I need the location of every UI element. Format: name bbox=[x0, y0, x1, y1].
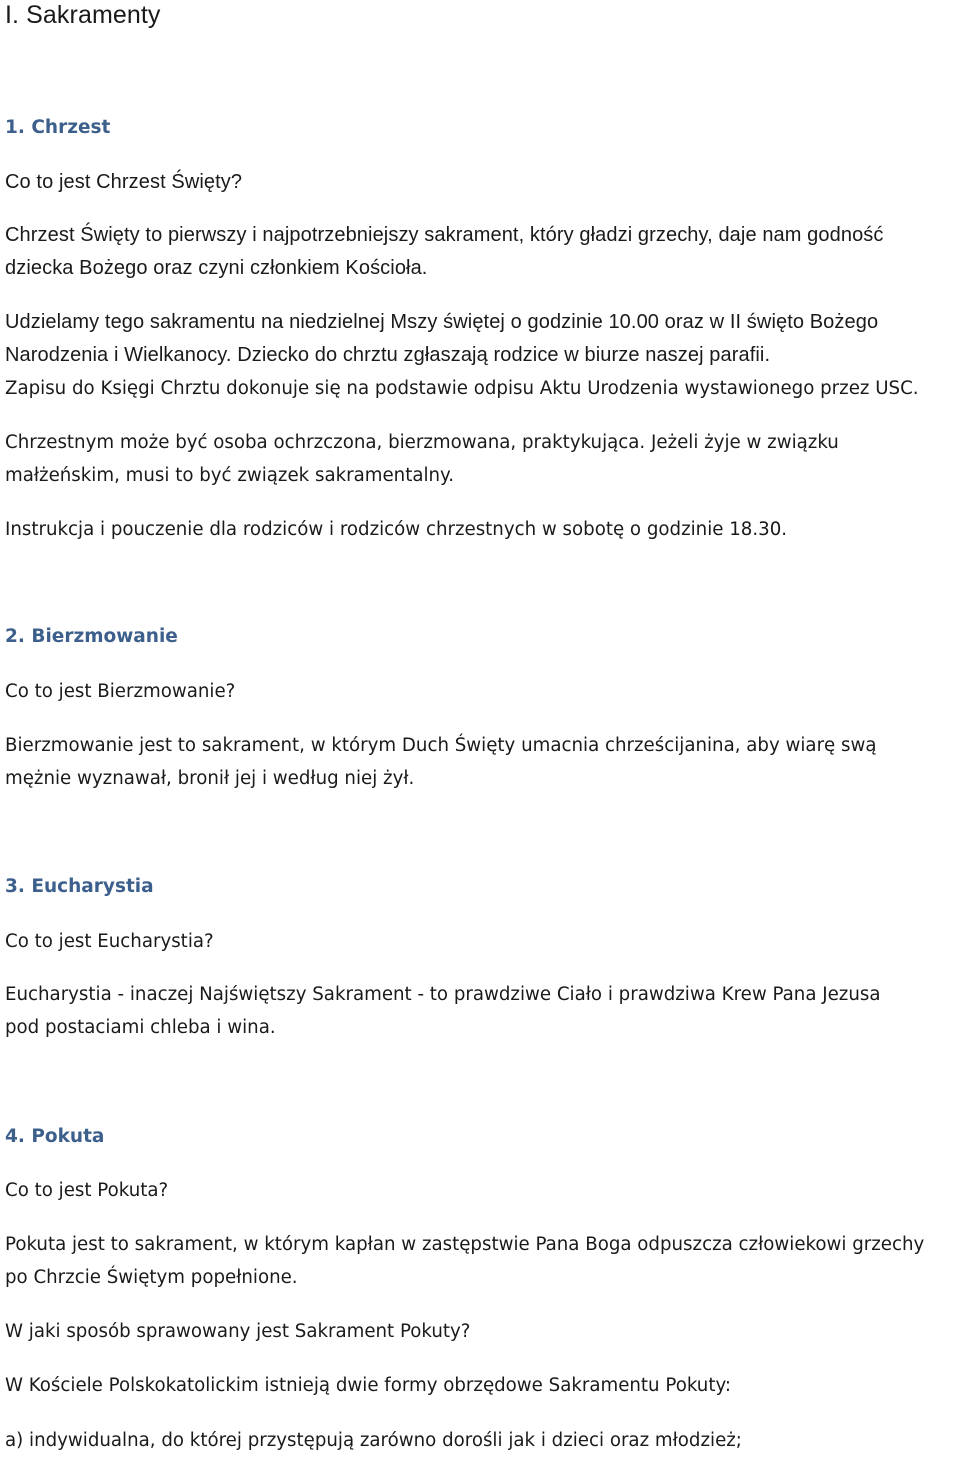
paragraph-line: Bierzmowanie jest to sakrament, w którym Duch Święty umacnia chrześcijanina, aby wiarę swą bbox=[5, 735, 877, 756]
paragraph-line: a) indywidualna, do której przystępują zarówno dorośli jak i dzieci oraz młodzież; bbox=[5, 1430, 742, 1451]
question-pokuta: Co to jest Pokuta? bbox=[5, 1180, 169, 1201]
question-pokuta-2: W jaki sposób sprawowany jest Sakrament Pokuty? bbox=[5, 1321, 471, 1342]
paragraph-line: W Kościele Polskokatolickim istnieją dwie formy obrzędowe Sakramentu Pokuty: bbox=[5, 1375, 732, 1396]
section-heading-pokuta: 4. Pokuta bbox=[5, 1126, 105, 1147]
page-title: I. Sakramenty bbox=[5, 1, 161, 29]
paragraph-line: małżeńskim, musi to być związek sakramentalny. bbox=[5, 465, 455, 486]
paragraph-line: mężnie wyznawał, bronił jej i według niej żył. bbox=[5, 768, 415, 789]
section-heading-eucharystia: 3. Eucharystia bbox=[5, 876, 154, 897]
question-chrzest: Co to jest Chrzest Święty? bbox=[5, 171, 243, 193]
paragraph-line: Chrzestnym może być osoba ochrzczona, bierzmowana, praktykująca. Jeżeli żyje w związku bbox=[5, 432, 839, 453]
paragraph-line: dziecka Bożego oraz czyni członkiem Kościoła. bbox=[5, 257, 428, 279]
paragraph-line: Instrukcja i pouczenie dla rodziców i rodziców chrzestnych w sobotę o godzinie 18.30. bbox=[5, 519, 788, 540]
question-eucharystia: Co to jest Eucharystia? bbox=[5, 931, 214, 952]
paragraph-line: po Chrzcie Świętym popełnione. bbox=[5, 1267, 298, 1288]
paragraph-line: Narodzenia i Wielkanocy. Dziecko do chrztu zgłaszają rodzice w biurze naszej parafii. bbox=[5, 344, 771, 366]
question-bierzmowanie: Co to jest Bierzmowanie? bbox=[5, 681, 236, 702]
paragraph-line: Udzielamy tego sakramentu na niedzielnej Mszy świętej o godzinie 10.00 oraz w II święto Bożego bbox=[5, 311, 879, 333]
paragraph-line: Zapisu do Księgi Chrztu dokonuje się na podstawie odpisu Aktu Urodzenia wystawionego przez USC. bbox=[5, 378, 919, 399]
section-heading-bierzmowanie: 2. Bierzmowanie bbox=[5, 626, 178, 647]
paragraph-line: Chrzest Święty to pierwszy i najpotrzebniejszy sakrament, który gładzi grzechy, daje nam godność bbox=[5, 224, 884, 246]
paragraph-line: pod postaciami chleba i wina. bbox=[5, 1017, 276, 1038]
section-heading-chrzest: 1. Chrzest bbox=[5, 117, 111, 138]
paragraph-line: Pokuta jest to sakrament, w którym kapłan w zastępstwie Pana Boga odpuszcza człowiekowi grzechy bbox=[5, 1234, 925, 1255]
paragraph-line: Eucharystia - inaczej Najświętszy Sakrament - to prawdziwe Ciało i prawdziwa Krew Pana Jezusa bbox=[5, 984, 881, 1005]
